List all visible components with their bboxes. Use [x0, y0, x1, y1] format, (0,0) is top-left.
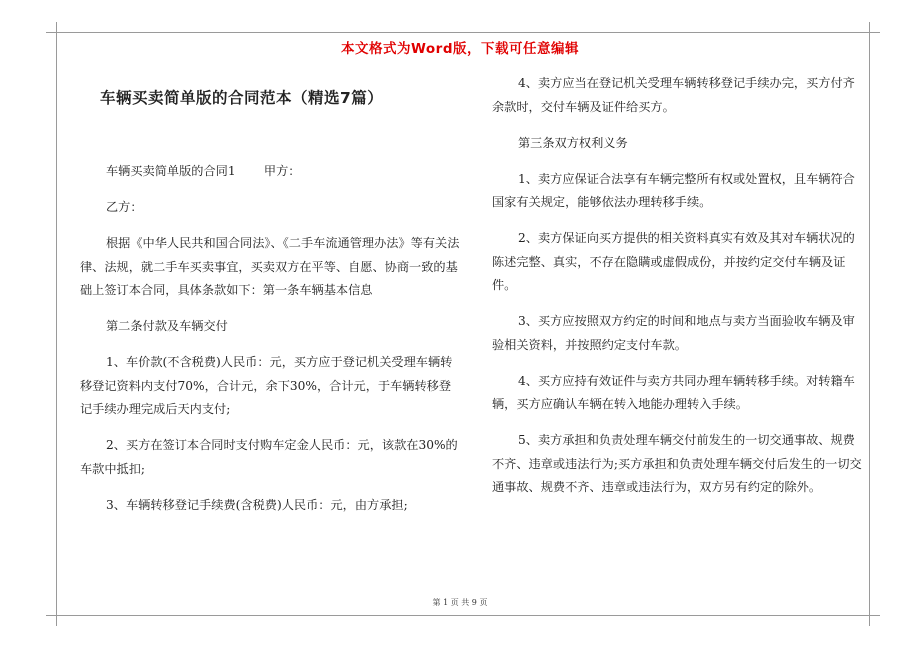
paragraph: 1、卖方应保证合法享有车辆完整所有权或处置权，且车辆符合国家有关规定，能够依法办理转移手续。 [492, 171, 855, 209]
document-title: 车辆买卖简单版的合同范本（精选7篇） [100, 89, 384, 107]
right-column [492, 72, 862, 500]
paragraph: 车辆买卖简单版的合同1 甲方： [106, 164, 301, 178]
crop-mark [869, 22, 870, 32]
paragraph: 5、卖方承担和负责处理车辆交付前发生的一切交通事故、规费不齐、违章或违法行为;买方承担和负责处理车辆交付后发生的一切交通事故、规费不齐、违章或违法行为，双方另有约定的除外。 [492, 433, 862, 494]
crop-mark [870, 615, 880, 616]
paragraph: 1、车价款(不含税费)人民币：元，买方应于登记机关受理车辆转移登记资料内支付70%，合计元，余下30%，合计元，于车辆转移登记手续办理完成后天内支付; [80, 355, 453, 416]
section-heading: 第三条双方权利义务 [518, 135, 628, 150]
crop-mark [870, 32, 880, 33]
crop-mark [56, 616, 57, 626]
crop-mark [46, 32, 56, 33]
crop-mark [56, 22, 57, 32]
paragraph: 4、买方应持有效证件与卖方共同办理车辆转移手续。对转籍车辆，买方应确认车辆在转入地能办理转入手续。 [492, 373, 855, 411]
page-footer: 第 1 页 共 9 页 [432, 598, 488, 607]
paragraph: 3、买方应按照双方约定的时间和地点与卖方当面验收车辆及审验相关资料，并按照约定支付车款。 [492, 314, 855, 352]
paragraph: 乙方： [106, 200, 143, 214]
paragraph: 根据《中华人民共和国合同法》、《二手车流通管理办法》等有关法律、法规，就二手车买卖事宜，买卖双方在平等、自愿、协商一致的基础上签订本合同，具体条款如下：第一条车辆基本信息 [80, 236, 460, 297]
left-column [80, 160, 460, 517]
paragraph: 2、卖方保证向买方提供的相关资料真实有效及其对车辆状况的陈述完整、真实，不存在隐瞒或虚假成份，并按约定交付车辆及证件。 [492, 231, 855, 292]
paragraph: 4、卖方应当在登记机关受理车辆转移登记手续办完，买方付齐余款时，交付车辆及证件给买方。 [492, 76, 855, 114]
crop-mark [869, 616, 870, 626]
editable-banner: 本文格式为Word版，下载可任意编辑 [340, 41, 579, 57]
paragraph: 3、车辆转移登记手续费(含税费)人民币：元，由方承担; [106, 497, 408, 512]
paragraph: 2、买方在签订本合同时支付购车定金人民币：元，该款在30%的车款中抵扣; [80, 438, 458, 476]
crop-mark [46, 615, 56, 616]
section-heading: 第二条付款及车辆交付 [106, 319, 228, 333]
